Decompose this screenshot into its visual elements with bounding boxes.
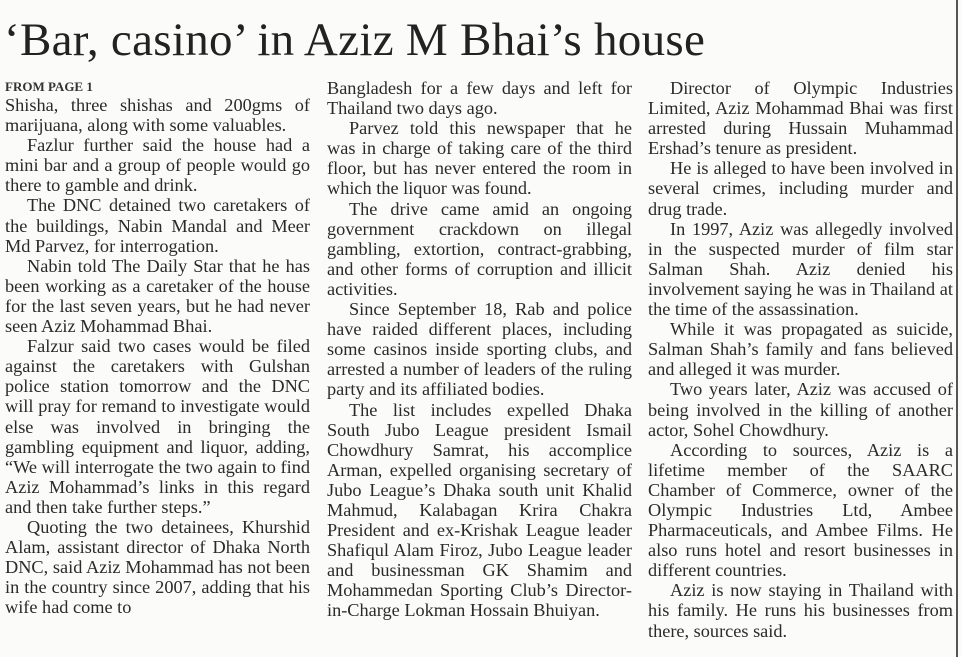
paragraph: Quoting the two detainees, Khurshid Alam, assistant director of Dhaka North DNC, said Aziz Mohammad has not been in the country since 2007, adding that his wife had come to <box>5 516 310 618</box>
paragraph: The list includes expelled Dhaka South Jubo League president Ismail Chowdhury Samrat, his accomplice Arman, expelled organising secretary of Jubo League’s Dhaka south unit Khalid Mahmud, Kalabagan Krira Chakra President and ex-Krishak League leader Shafiqul Alam Firoz, Jubo League leader and businessman GK Shamim and Mohammedan Sporting Club’s Director-in-Charge Lokman Hossain Bhuiyan. <box>327 399 632 621</box>
kicker: FROM PAGE 1 <box>5 79 93 94</box>
paragraph: Bangladesh for a few days and left for Thailand two days ago. <box>327 78 632 119</box>
paragraph: The drive came amid an ongoing government crackdown on illegal gambling, extortion, contract-grabbing, and other forms of corruption and illicit activities. <box>327 198 632 299</box>
paragraph: Since September 18, Rab and police have raided different places, including some casinos inside sporting clubs, and arrested a number of leaders of the ruling party and its affiliated bodies. <box>327 299 632 400</box>
paragraph: Aziz is now staying in Thailand with his family. He runs his businesses from there, sources said. <box>648 580 953 641</box>
paragraph: He is alleged to have been involved in several crimes, including murder and drug trade. <box>648 158 953 219</box>
paragraph: Falzur said two cases would be filed against the caretakers with Gulshan police station tomorrow and the DNC will pray for remand to investigate would else was involved in bringing the gambling equipment and liquor, adding, “We will interrogate the two again to find Aziz Mohammad’s links in this regard and then take further steps.” <box>5 336 310 517</box>
article-column-2 <box>327 78 632 621</box>
paragraph: Fazlur further said the house had a mini bar and a group of people would go there to gamble and drink. <box>5 135 310 196</box>
paragraph: Two years later, Aziz was accused of being involved in the killing of another actor, Sohel Chowdhury. <box>648 379 953 440</box>
paragraph: According to sources, Aziz is a lifetime member of the SAARC Chamber of Commerce, owner of the Olympic Industries Ltd, Ambee Pharmaceuticals, and Ambee Films. He also runs hotel and resort businesses in different countries. <box>648 439 953 581</box>
article-column-3 <box>648 78 953 641</box>
article-column-1 <box>5 78 310 617</box>
headline: ‘Bar, casino’ in Aziz M Bhai’s house <box>4 14 706 66</box>
paragraph: In 1997, Aziz was allegedly involved in the suspected murder of film star Salman Shah. Aziz denied his involvement saying he was in Thailand at the time of the assassination. <box>648 218 953 320</box>
paragraph: Nabin told The Daily Star that he has been working as a caretaker of the house for the last seven years, but he had never seen Aziz Mohammad Bhai. <box>5 255 310 337</box>
paragraph: While it was propagated as suicide, Salman Shah’s family and fans believed and alleged it was murder. <box>648 319 953 380</box>
paragraph: The DNC detained two caretakers of the buildings, Nabin Mandal and Meer Md Parvez, for interrogation. <box>5 195 310 256</box>
paragraph: Director of Olympic Industries Limited, Aziz Mohammad Bhai was first arrested during Hussain Muhammad Ershad’s tenure as president. <box>648 78 953 159</box>
paragraph: Shisha, three shishas and 200gms of marijuana, along with some valuables. <box>5 95 310 136</box>
paragraph: Parvez told this newspaper that he was in charge of taking care of the third floor, but has never entered the room in which the liquor was found. <box>327 118 632 199</box>
clipping-border <box>956 0 958 657</box>
